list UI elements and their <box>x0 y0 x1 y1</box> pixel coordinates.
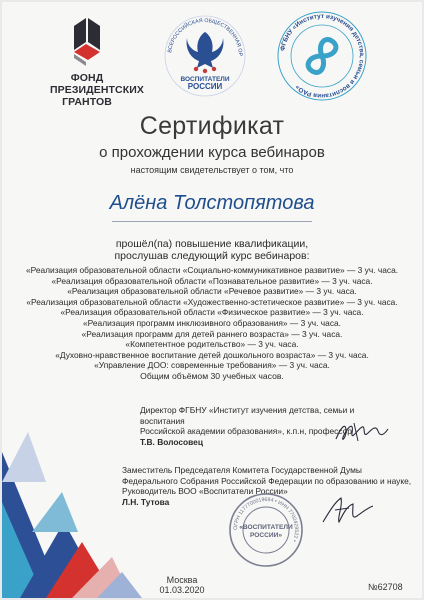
stamp-center-line2: РОССИИ» <box>249 532 283 539</box>
signatory-1-name: Т.В. Волосовец <box>140 436 203 447</box>
total-hours: Общим объёмом 30 учебных часов. <box>140 370 284 381</box>
course-list <box>2 265 422 382</box>
infinity-loop-icon <box>306 37 339 75</box>
city-and-date <box>142 575 222 595</box>
intro-text <box>2 238 422 262</box>
certificate-subtitle: о прохождении курса вебинаров <box>99 144 325 161</box>
institute-logo <box>276 10 368 102</box>
fond-logo-line3: ГРАНТОВ <box>62 96 112 108</box>
certificate-title: Сертификат <box>139 112 285 140</box>
stamp-center-line1: «ВОСПИТАТЕЛИ <box>239 524 293 531</box>
course-item: «Реализация образовательной области «Социально-коммуникативное развитие» — 3 уч. часа. <box>25 265 399 275</box>
vospitateli-rossii-logo <box>163 14 247 98</box>
course-item: «Реализация образовательной области «Речевое развитие» — 3 уч. часа. <box>67 286 357 297</box>
bird-emblem-icon <box>187 32 224 73</box>
stamp-ring-text: ОГРН 1177700019694 • ИНН 7702429522 • <box>232 496 300 543</box>
course-item: «Реализация образовательной области «Познавательное развитие» — 3 уч. часа. <box>51 275 373 286</box>
certificate-number: №62708 <box>368 582 403 592</box>
intro-line2: прослушав следующий курс вебинаров: <box>114 250 310 262</box>
recipient-name: Алёна Толстопятова <box>109 192 315 214</box>
course-item: «Реализация образовательной области «Художественно-эстетическое развитие» — 3 уч. часа. <box>26 296 398 307</box>
course-item: «Компетентное родительство» — 3 уч. часа. <box>125 339 299 350</box>
signature-1-icon <box>332 417 392 447</box>
city: Москва <box>166 575 198 585</box>
signatory-1-line2: Российской академии образования», к.п.н, профессор <box>140 426 352 436</box>
institute-ring-text: ФГБНУ «Институт изучения детства, семьи и воспитания РАО» <box>279 12 366 100</box>
course-item: «Реализация программ для детей раннего возраста» — 3 уч. часа. <box>81 328 343 339</box>
course-item: «Реализация программ инклюзивного образования» — 3 уч. часа. <box>83 317 341 328</box>
date: 01.03.2020 <box>159 585 205 595</box>
signatory-1-line1: Директор ФГБНУ «Институт изучения детства, семьи и воспитания <box>140 405 355 426</box>
signatory-2-line1: Заместитель Председателя Комитета Государственной Думы <box>122 465 362 475</box>
intro-line1: прошёл(па) повышение квалификации, <box>115 238 309 250</box>
vospitateli-name-line1: ВОСПИТАТЕЛИ <box>180 76 230 83</box>
fond-logo-line2: ПРЕЗИДЕНТСКИХ <box>50 84 145 96</box>
signatory-2-name: Л.Н. Тутова <box>122 496 170 507</box>
vospitateli-ring-text: ВСЕРОССИЙСКАЯ ОБЩЕСТВЕННАЯ ОР <box>167 17 244 57</box>
fond-logo-line1: ФОНД <box>70 72 104 84</box>
certifies-text: настоящим свидетельствует о том, что <box>130 165 294 175</box>
fond-prezidentskikh-grantov-icon <box>70 16 104 66</box>
name-underline <box>112 221 312 222</box>
course-item: «Управление ДОО: современные требования» — 3 уч. часа. <box>94 360 330 371</box>
signature-2-icon <box>317 492 377 532</box>
course-item: «Духовно-нравственное воспитание детей дошкольного возраста» — 3 уч. часа. <box>55 349 369 360</box>
certificate-page <box>2 2 422 598</box>
course-item: «Реализация образовательной области «Физическое развитие» — 3 уч. часа. <box>60 307 364 318</box>
signatory-2-line3: Руководитель ВОО «Воспитатели России» <box>122 486 288 496</box>
organization-stamp <box>228 492 304 568</box>
signatory-2-line2: Федерального Собрания Российской Федерации по образованию и науке, <box>122 475 412 486</box>
vospitateli-name-line2: РОССИИ <box>187 82 223 91</box>
